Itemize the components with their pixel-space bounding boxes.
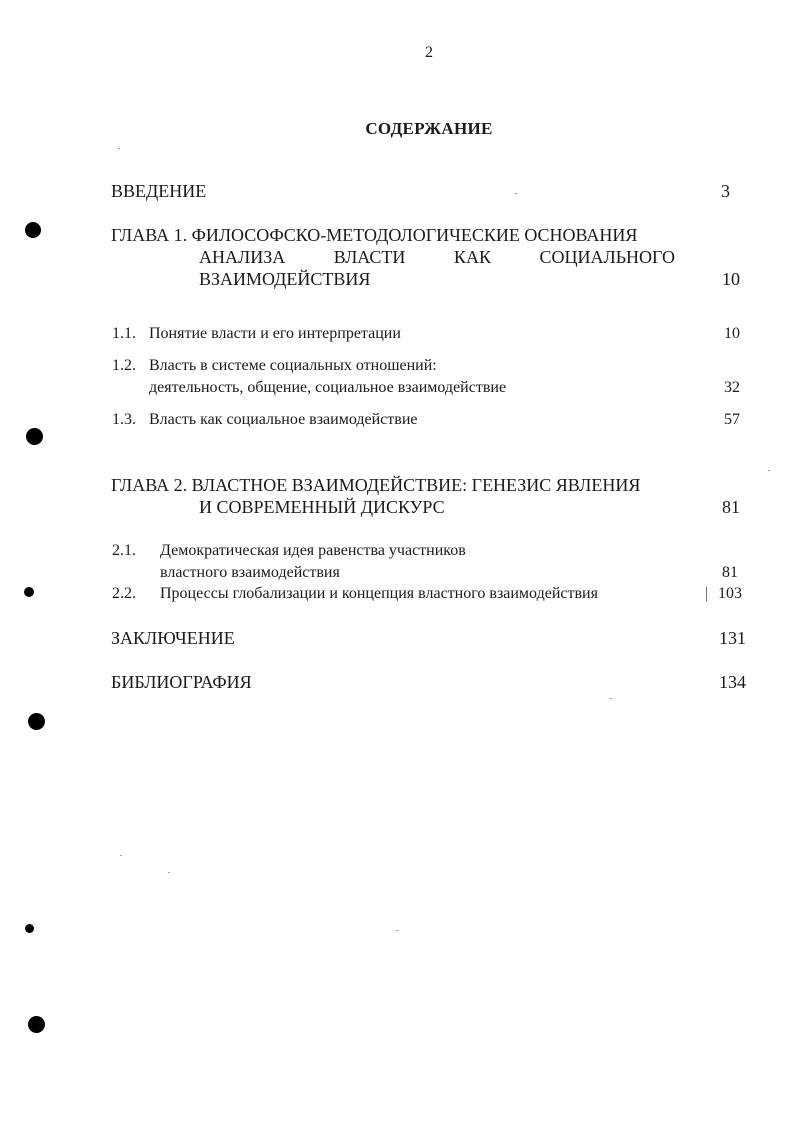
toc-section-label: Власть как социальное взаимодействие [149, 411, 418, 428]
toc-chapter1-line3: ВЗАИМОДЕЙСТВИЯ [199, 269, 371, 289]
toc-section-label-line2: деятельность, общение, социальное взаимодействие [149, 379, 507, 396]
scan-speck [396, 930, 398, 931]
page-title: СОДЕРЖАНИЕ [365, 119, 493, 138]
toc-chapter2-page: 81 [722, 497, 740, 517]
scan-speck [515, 193, 517, 194]
toc-section-number: 1.3. [112, 411, 136, 428]
toc-section-label-line2: властного взаимодействия [160, 564, 340, 581]
scan-speck [120, 855, 122, 856]
toc-section-label-line1: Власть в системе социальных отношений: [149, 357, 437, 374]
punch-hole [26, 428, 43, 445]
toc-section-page: 57 [724, 411, 740, 428]
punch-hole [25, 222, 41, 238]
scan-tick-mark: | [705, 585, 709, 602]
page-number: 2 [425, 44, 433, 61]
toc-section-number: 1.1. [112, 325, 136, 342]
scan-speck [118, 148, 120, 149]
toc-conclusion-label: ЗАКЛЮЧЕНИЕ [111, 628, 235, 648]
toc-intro-page: 3 [721, 181, 730, 201]
toc-section-label-line1: Демократическая идея равенства участников [160, 542, 466, 559]
toc-chapter1-line2: АНАЛИЗА ВЛАСТИ КАК СОЦИАЛЬНОГО [199, 247, 675, 267]
punch-hole [24, 587, 34, 597]
toc-section-page: 81 [722, 564, 738, 581]
toc-chapter1-page: 10 [722, 269, 740, 289]
toc-bibliography-page: 134 [719, 672, 746, 692]
toc-section-page: 103 [718, 585, 742, 602]
toc-intro-label: ВВЕДЕНИЕ [111, 181, 207, 201]
toc-section-number: 2.1. [112, 542, 136, 559]
toc-section-number: 2.2. [112, 585, 136, 602]
toc-chapter2-line2: И СОВРЕМЕННЫЙ ДИСКУРС [199, 497, 445, 517]
toc-chapter2-line1: ГЛАВА 2. ВЛАСТНОЕ ВЗАИМОДЕЙСТВИЕ: ГЕНЕЗИС ЯВЛЕНИЯ [111, 475, 641, 495]
punch-hole [28, 1016, 45, 1033]
toc-section-number: 1.2. [112, 357, 136, 374]
punch-hole [28, 713, 45, 730]
toc-conclusion-page: 131 [719, 628, 746, 648]
scan-speck [168, 872, 170, 873]
toc-bibliography-label: БИБЛИОГРАФИЯ [111, 672, 252, 692]
toc-section-page: 32 [724, 379, 740, 396]
toc-section-page: 10 [724, 325, 740, 342]
scan-speck [610, 698, 612, 699]
toc-chapter1-line1: ГЛАВА 1. ФИЛОСОФСКО-МЕТОДОЛОГИЧЕСКИЕ ОСНОВАНИЯ [111, 225, 638, 245]
scan-speck [768, 470, 770, 471]
toc-section-label: Понятие власти и его интерпретации [149, 325, 401, 342]
punch-hole [25, 924, 34, 933]
toc-section-label: Процессы глобализации и концепция властного взаимодействия [160, 585, 598, 602]
